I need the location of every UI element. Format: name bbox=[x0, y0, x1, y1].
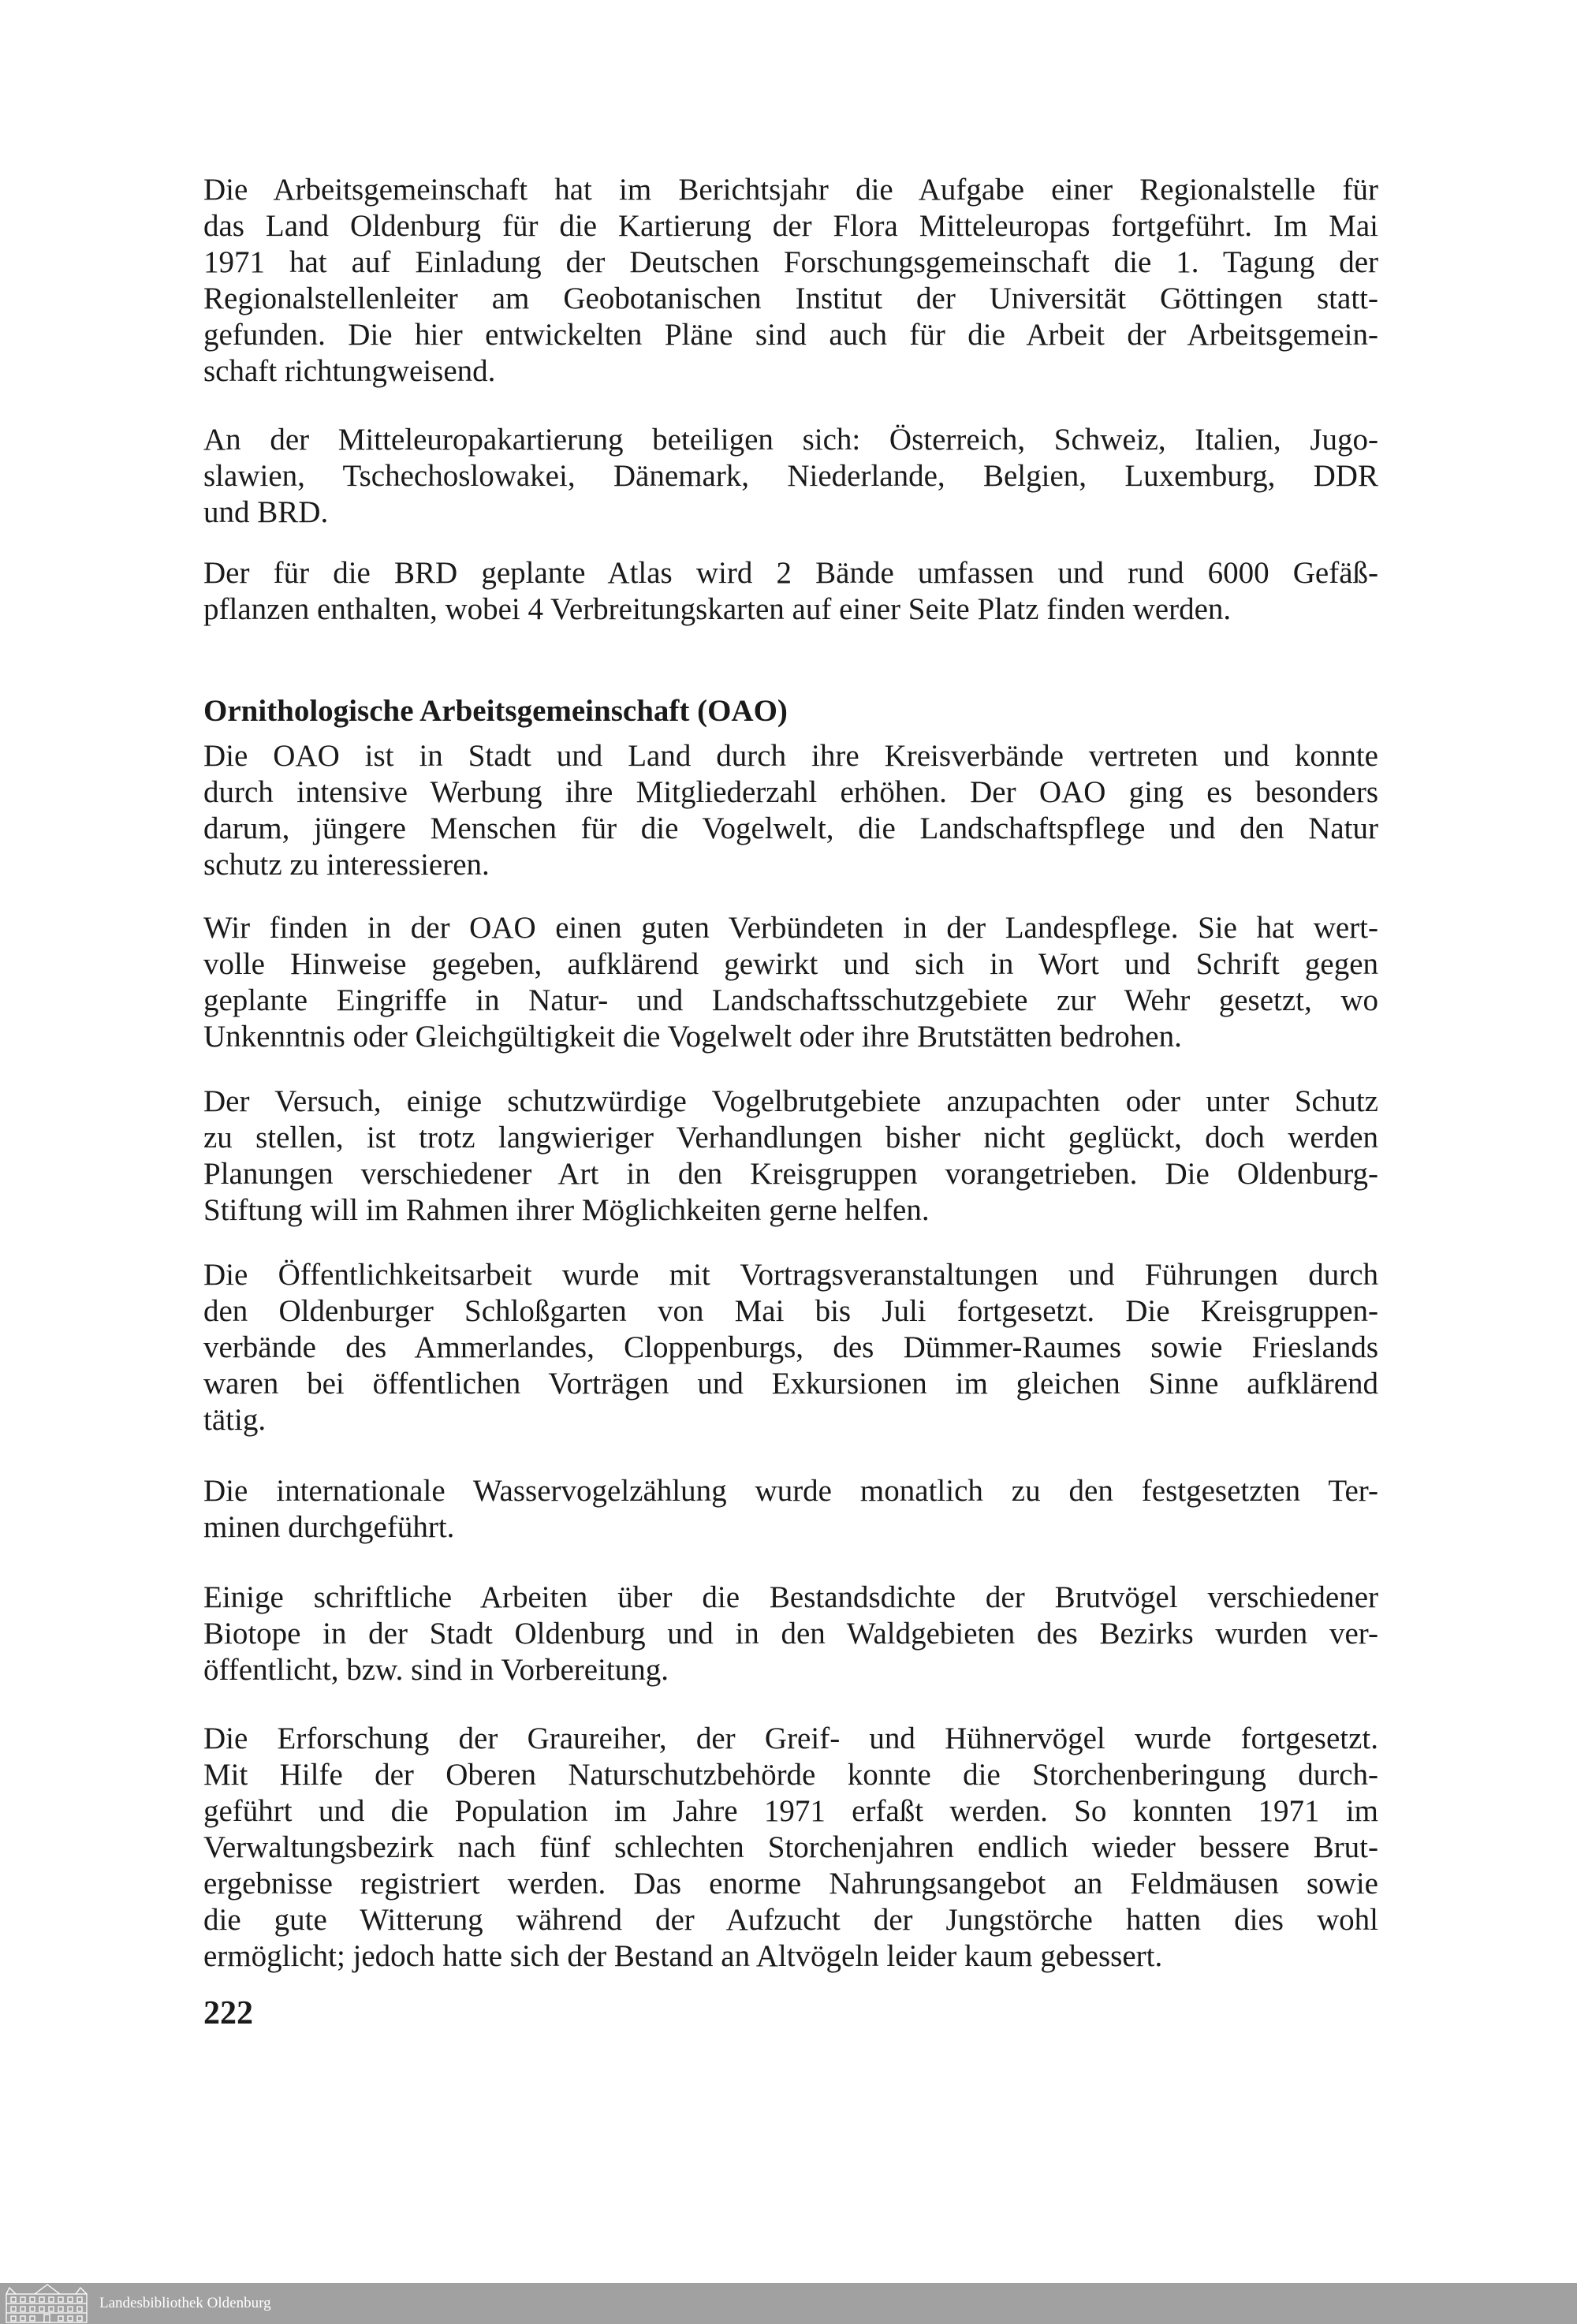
text-line: darum, jüngere Menschen für die Vogelwelt, die Landschaftspflege und den Natur bbox=[203, 811, 1378, 845]
text-line: ermöglicht; jedoch hatte sich der Bestand an Altvögeln leider kaum gebessert. bbox=[203, 1939, 1163, 1973]
text-line: slawien, Tschechoslowakei, Dänemark, Niederlande, Belgien, Luxemburg, DDR bbox=[203, 459, 1378, 493]
text-line: Der Versuch, einige schutzwürdige Vogelbrutgebiete anzupachten oder unter Schutz bbox=[203, 1084, 1378, 1118]
text-line: waren bei öffentlichen Vorträgen und Exkursionen im gleichen Sinne aufklärend bbox=[203, 1367, 1378, 1401]
paragraph bbox=[203, 422, 1378, 531]
text-line: pflanzen enthalten, wobei 4 Verbreitungskarten auf einer Seite Platz finden werden. bbox=[203, 592, 1232, 626]
text-line: ergebnisse registriert werden. Das enorme Nahrungsangebot an Feldmäusen sowie bbox=[203, 1867, 1378, 1901]
text-line: Biotope in der Stadt Oldenburg und in den Waldgebieten des Bezirks wurden ver- bbox=[203, 1617, 1378, 1651]
text-line: Unkenntnis oder Gleichgültigkeit die Vogelwelt oder ihre Brutstätten bedrohen. bbox=[203, 1020, 1182, 1054]
text-line: Der für die BRD geplante Atlas wird 2 Bände umfassen und rund 6000 Gefäß- bbox=[203, 556, 1378, 590]
text-line: die gute Witterung während der Aufzucht der Jungstörche hatten dies wohl bbox=[203, 1903, 1378, 1937]
paragraph bbox=[203, 1257, 1378, 1438]
library-footer-bar bbox=[0, 2283, 1577, 2324]
paragraph bbox=[203, 1580, 1378, 1688]
text-line: Die Erforschung der Graureiher, der Greif- und Hühnervögel wurde fortgesetzt. bbox=[203, 1722, 1378, 1755]
text-line: geführt und die Population im Jahre 1971 erfaßt werden. So konnten 1971 im bbox=[203, 1794, 1378, 1828]
text-line: Regionalstellenleiter am Geobotanischen Institut der Universität Göttingen statt- bbox=[203, 282, 1378, 315]
text-line: schutz zu interessieren. bbox=[203, 848, 490, 882]
text-line: Verwaltungsbezirk nach fünf schlechten Storchenjahren endlich wieder bessere Brut- bbox=[203, 1830, 1378, 1864]
text-line: öffentlicht, bzw. sind in Vorbereitung. bbox=[203, 1653, 669, 1687]
text-line: zu stellen, ist trotz langwieriger Verhandlungen bisher nicht geglückt, doch werden bbox=[203, 1121, 1378, 1155]
text-line: volle Hinweise gegeben, aufklärend gewirkt und sich in Wort und Schrift gegen bbox=[203, 947, 1378, 981]
text-line: das Land Oldenburg für die Kartierung der Flora Mitteleuropas fortgeführt. Im Mai bbox=[203, 209, 1378, 243]
text-line: An der Mitteleuropakartierung beteiligen sich: Österreich, Schweiz, Italien, Jugo- bbox=[203, 423, 1378, 457]
paragraph bbox=[203, 1473, 1378, 1546]
text-line: gefunden. Die hier entwickelten Pläne sind auch für die Arbeit der Arbeitsgemein- bbox=[203, 318, 1378, 352]
text-line: Die Öffentlichkeitsarbeit wurde mit Vortragsveranstaltungen und Führungen durch bbox=[203, 1258, 1378, 1292]
text-line: Planungen verschiedener Art in den Kreisgruppen vorangetrieben. Die Oldenburg- bbox=[203, 1157, 1378, 1191]
text-line: Die internationale Wasservogelzählung wurde monatlich zu den festgesetzten Ter- bbox=[203, 1474, 1378, 1508]
library-building-icon bbox=[5, 2283, 90, 2324]
paragraph bbox=[203, 910, 1378, 1055]
text-line: Mit Hilfe der Oberen Naturschutzbehörde konnte die Storchenberingung durch- bbox=[203, 1758, 1378, 1792]
section-heading: Ornithologische Arbeitsgemeinschaft (OAO) bbox=[203, 694, 788, 728]
text-line: schaft richtungweisend. bbox=[203, 354, 496, 388]
library-name: Landesbibliothek Oldenburg bbox=[99, 2295, 271, 2311]
paragraph bbox=[203, 1084, 1378, 1229]
paragraph bbox=[203, 1721, 1378, 1975]
paragraph bbox=[203, 738, 1378, 883]
text-line: und BRD. bbox=[203, 495, 329, 529]
text-line: Einige schriftliche Arbeiten über die Bestandsdichte der Brutvögel verschiedener bbox=[203, 1580, 1378, 1614]
text-line: Wir finden in der OAO einen guten Verbündeten in der Landespflege. Sie hat wert- bbox=[203, 911, 1378, 945]
text-line: Stiftung will im Rahmen ihrer Möglichkeiten gerne helfen. bbox=[203, 1193, 930, 1227]
text-line: Die OAO ist in Stadt und Land durch ihre Kreisverbände vertreten und konnte bbox=[203, 739, 1378, 773]
text-line: verbände des Ammerlandes, Cloppenburgs, des Dümmer-Raumes sowie Frieslands bbox=[203, 1330, 1378, 1364]
text-line: tätig. bbox=[203, 1403, 267, 1437]
paragraph bbox=[203, 172, 1378, 390]
text-line: 1971 hat auf Einladung der Deutschen Forschungsgemeinschaft die 1. Tagung der bbox=[203, 245, 1378, 279]
text-line: den Oldenburger Schloßgarten von Mai bis Juli fortgesetzt. Die Kreisgruppen- bbox=[203, 1294, 1378, 1328]
page-number: 222 bbox=[203, 1995, 253, 2031]
text-line: geplante Eingriffe in Natur- und Landschaftsschutzgebiete zur Wehr gesetzt, wo bbox=[203, 983, 1378, 1017]
paragraph bbox=[203, 555, 1378, 628]
text-line: Die Arbeitsgemeinschaft hat im Berichtsjahr die Aufgabe einer Regionalstelle für bbox=[203, 173, 1378, 207]
text-line: minen durchgeführt. bbox=[203, 1510, 455, 1544]
text-line: durch intensive Werbung ihre Mitgliederzahl erhöhen. Der OAO ging es besonders bbox=[203, 775, 1378, 809]
